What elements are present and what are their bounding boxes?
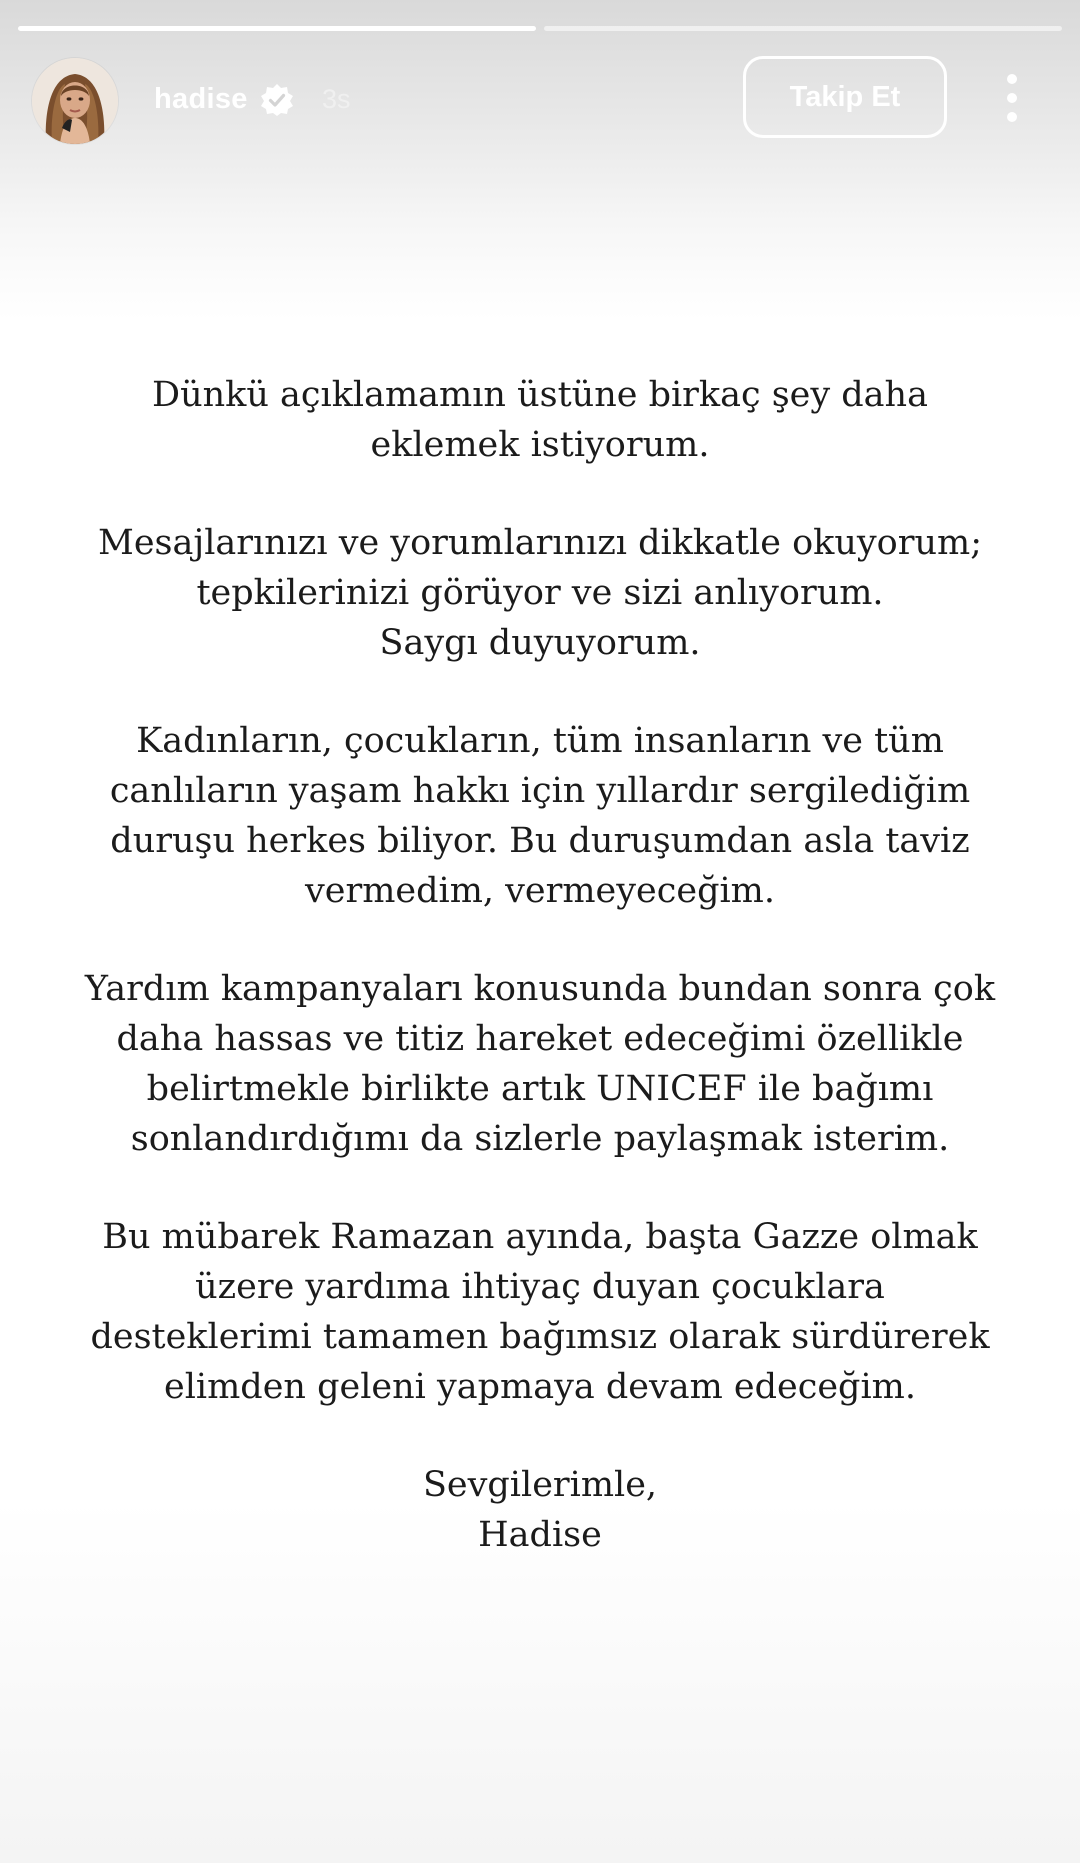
username[interactable]: hadise (154, 83, 248, 115)
message-line: elimden geleni yapmaya devam edeceğim. (164, 1367, 916, 1407)
message-paragraph (40, 370, 1040, 470)
more-dot (1007, 112, 1017, 122)
closing-text: Sevgilerimle, (422, 1465, 658, 1505)
story-progress-segment (18, 26, 536, 31)
verified-badge-icon (260, 83, 294, 117)
story-progress (18, 26, 1062, 31)
more-dot (1007, 74, 1017, 84)
message-line: duruşu herkes biliyor. Bu duruşumdan asla taviz (110, 821, 970, 861)
story-progress-fill (18, 26, 536, 31)
signature-block (40, 1460, 1040, 1560)
message-line: sonlandırdığımı da sizlerle paylaşmak isterim. (130, 1119, 950, 1159)
more-dot (1007, 93, 1017, 103)
message-paragraph (40, 518, 1040, 668)
message-paragraph (40, 964, 1040, 1164)
story-header (32, 56, 1048, 146)
message-line: Yardım kampanyaları konusunda bundan sonra çok (84, 969, 996, 1009)
message-line: tepkilerinizi görüyor ve sizi anlıyorum. (196, 573, 884, 613)
message-line: Mesajlarınızı ve yorumlarınızı dikkatle okuyorum; (97, 523, 982, 563)
message-line: Dünkü açıklamamın üstüne birkaç şey daha (152, 375, 928, 415)
profile-photo-icon (32, 58, 118, 144)
story-message (40, 370, 1040, 1608)
message-line: belirtmekle birlikte artık UNICEF ile bağımı (146, 1069, 934, 1109)
message-line: Kadınların, çocukların, tüm insanların ve tüm (136, 721, 944, 761)
follow-button[interactable]: Takip Et (743, 56, 947, 138)
message-line: canlıların yaşam hakkı için yıllardır sergilediğim (109, 771, 971, 811)
message-paragraph (40, 716, 1040, 916)
story-progress-segment (544, 26, 1062, 31)
message-line: eklemek istiyorum. (370, 425, 710, 465)
message-line: Bu mübarek Ramazan ayında, başta Gazze olmak (102, 1217, 978, 1257)
message-line: vermedim, vermeyeceğim. (305, 871, 775, 911)
message-line: desteklerimi tamamen bağımsız olarak sürdürerek (90, 1317, 990, 1357)
time-ago: 3s (322, 84, 351, 114)
message-paragraph (40, 1212, 1040, 1412)
signature-text: Hadise (478, 1515, 602, 1555)
message-line: üzere yardıma ihtiyaç duyan çocuklara (195, 1267, 885, 1307)
message-line: Saygı duyuyorum. (379, 623, 701, 663)
more-options-icon[interactable] (992, 74, 1032, 122)
message-line: daha hassas ve titiz hareket edeceğimi özellikle (116, 1019, 964, 1059)
avatar[interactable] (32, 58, 118, 144)
